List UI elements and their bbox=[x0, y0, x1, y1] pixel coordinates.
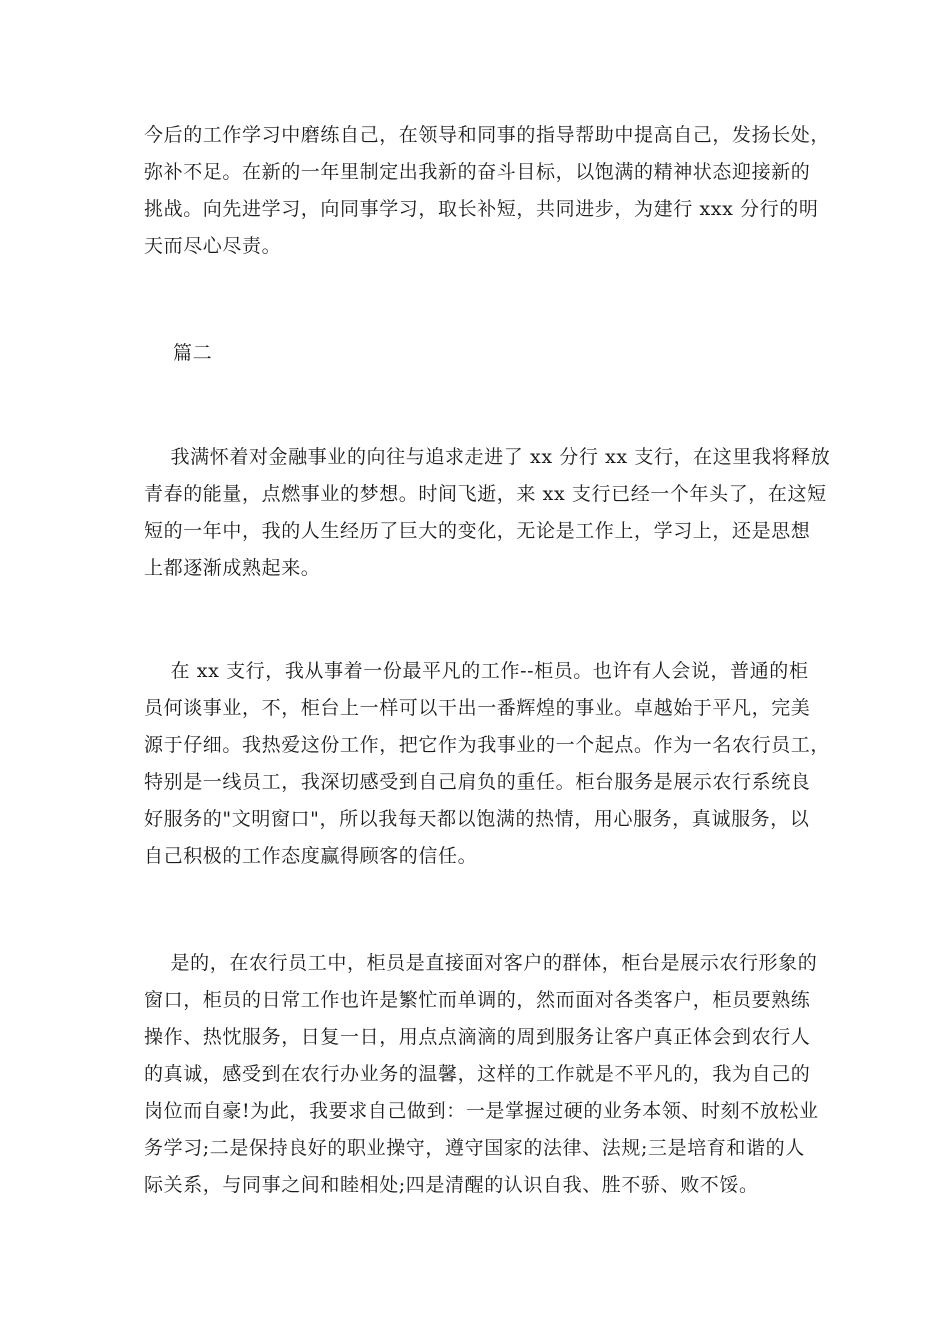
paragraph-line: 天而尽心尽责。 bbox=[144, 235, 282, 257]
paragraph-line: 好服务的"文明窗口"，所以我每天都以饱满的热情，用心服务，真诚服务，以 bbox=[144, 808, 810, 830]
paragraph-line: 弥补不足。在新的一年里制定出我新的奋斗目标，以饱满的精神状态迎接新的 bbox=[144, 161, 811, 183]
paragraph-line: 窗口，柜员的日常工作也许是繁忙而单调的，然而面对各类客户，柜员要熟练 bbox=[144, 989, 811, 1011]
paragraph-line: 我满怀着对金融事业的向往与追求走进了 xx 分行 xx 支行，在这里我将释放 bbox=[144, 446, 831, 468]
paragraph-line: 务学习;二是保持良好的职业操守，遵守国家的法律、法规;三是培育和谐的人 bbox=[144, 1137, 805, 1159]
paragraph-line: 的真诚，感受到在农行办业务的温馨，这样的工作就是不平凡的，我为自己的 bbox=[144, 1063, 811, 1085]
paragraph-line: 短的一年中，我的人生经历了巨大的变化，无论是工作上，学习上，还是思想 bbox=[144, 520, 811, 542]
paragraph-line: 际关系，与同事之间和睦相处;四是清醒的认识自我、胜不骄、败不馁。 bbox=[144, 1174, 759, 1196]
paragraph-line: 员何谈事业，不，柜台上一样可以干出一番辉煌的事业。卓越始于平凡，完美 bbox=[144, 697, 811, 719]
paragraph-line: 上都逐渐成熟起来。 bbox=[144, 557, 321, 579]
paragraph-line: 特别是一线员工，我深切感受到自己肩负的重任。柜台服务是展示农行系统良 bbox=[144, 771, 811, 793]
paragraph-line: 青春的能量，点燃事业的梦想。时间飞逝，来 xx 支行已经一个年头了，在这短 bbox=[144, 483, 827, 505]
paragraph-line: 挑战。向先进学习，向同事学习，取长补短，共同进步，为建行 xxx 分行的明 bbox=[144, 198, 819, 220]
section-heading: 篇二 bbox=[173, 342, 213, 364]
paragraph-line: 操作、热忱服务，日复一日，用点点滴滴的周到服务让客户真正体会到农行人 bbox=[144, 1026, 811, 1048]
paragraph-line: 岗位而自豪!为此，我要求自己做到：一是掌握过硬的业务本领、时刻不放松业 bbox=[144, 1100, 819, 1122]
paragraph-line: 自己积极的工作态度赢得顾客的信任。 bbox=[144, 845, 478, 867]
paragraph-line: 今后的工作学习中磨练自己，在领导和同事的指导帮助中提高自己，发扬长处， bbox=[144, 124, 831, 146]
paragraph-line: 在 xx 支行，我从事着一份最平凡的工作--柜员。也许有人会说，普通的柜 bbox=[144, 660, 809, 682]
paragraph-line: 源于仔细。我热爱这份工作，把它作为我事业的一个起点。作为一名农行员工， bbox=[144, 734, 831, 756]
paragraph-line: 是的，在农行员工中，柜员是直接面对客户的群体，柜台是展示农行形象的 bbox=[144, 952, 818, 974]
